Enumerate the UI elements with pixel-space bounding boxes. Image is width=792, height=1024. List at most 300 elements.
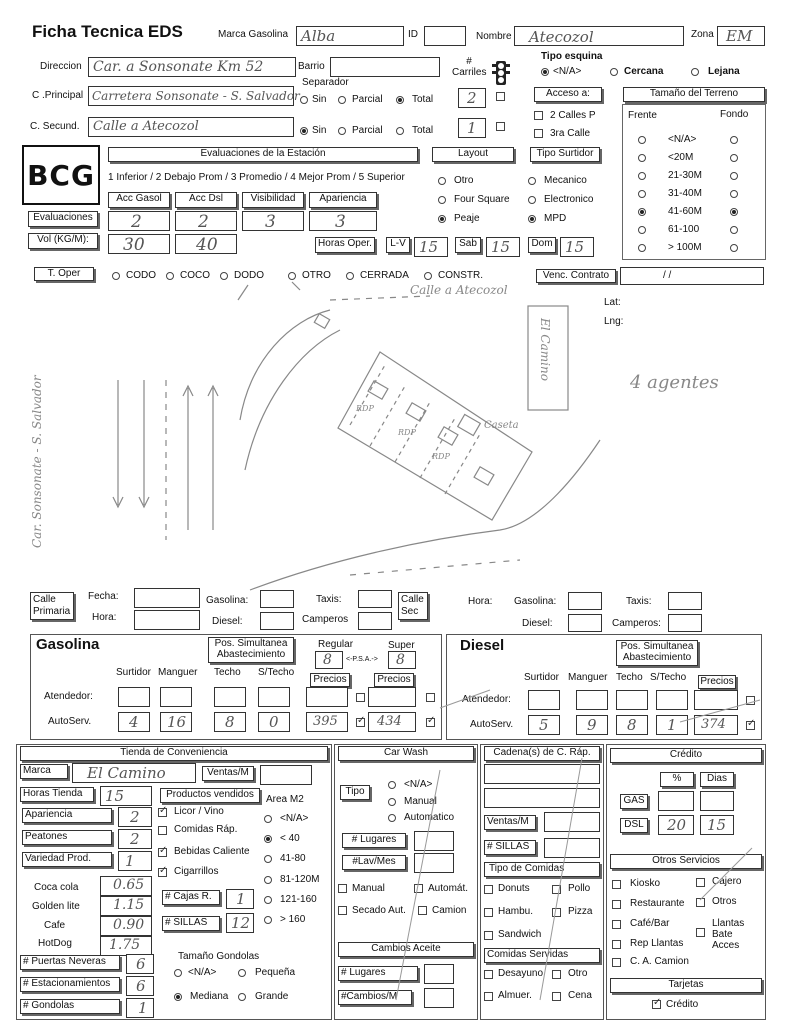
cigarrillos-label: Cigarrillos bbox=[174, 866, 219, 877]
page-title: Ficha Tecnica EDS bbox=[32, 22, 183, 41]
bebidas-label: Bebidas Caliente bbox=[174, 846, 250, 857]
lat-label: Lat: bbox=[604, 297, 621, 308]
carwash-lav-field[interactable] bbox=[414, 853, 454, 873]
barrio-label: Barrio bbox=[298, 61, 325, 72]
tienda-variedad-value: 1 bbox=[125, 852, 135, 870]
tienda-horas-label: Horas Tienda bbox=[20, 787, 94, 802]
dsl-auto-surtidor-value: 5 bbox=[539, 716, 549, 734]
neveras-label: # Puertas Neveras bbox=[20, 955, 120, 970]
tienda-sillas-value: 12 bbox=[231, 914, 251, 932]
zona-field[interactable] bbox=[717, 26, 765, 46]
credito-dsl-dias-value: 15 bbox=[707, 816, 727, 834]
credito-gas-dias-field[interactable] bbox=[700, 791, 734, 811]
hambu-check[interactable] bbox=[484, 908, 493, 917]
toper-option-label: CODO bbox=[126, 270, 156, 281]
cafe-value: 0.90 bbox=[113, 917, 145, 933]
super-psa-value: 8 bbox=[396, 652, 405, 668]
venc-contrato-header: Venc. Contrato bbox=[536, 269, 616, 283]
carwash-manual-radio[interactable] bbox=[388, 798, 396, 806]
principal-parcial-radio[interactable] bbox=[338, 96, 346, 104]
principal-total-radio[interactable] bbox=[396, 96, 404, 104]
tipo-comidas-header: Tipo de Comidas bbox=[484, 862, 600, 877]
dsl-auto-manguer[interactable] bbox=[576, 715, 608, 735]
carwash-na-radio[interactable] bbox=[388, 781, 396, 789]
tienda-horas-value: 15 bbox=[105, 787, 125, 805]
principal-check[interactable] bbox=[496, 92, 505, 101]
acceso-2calles-label: 2 Calles P bbox=[550, 110, 596, 121]
bebidas-check[interactable] bbox=[158, 848, 167, 857]
area-radio[interactable] bbox=[264, 855, 272, 863]
credito-check[interactable] bbox=[652, 1000, 661, 1009]
tienda-apariencia-label: Apariencia bbox=[22, 808, 112, 823]
terreno-option-label: 21-30M bbox=[668, 170, 702, 181]
marca-value: Alba bbox=[301, 27, 336, 45]
tienda-variedad-label: Variedad Prod. bbox=[22, 852, 112, 867]
secund-check[interactable] bbox=[496, 122, 505, 131]
toper-radio[interactable] bbox=[424, 272, 432, 280]
calle-primaria-header: Calle Primaria bbox=[30, 592, 74, 620]
dsl-auto-check[interactable] bbox=[746, 721, 755, 730]
sketch-agentes-label: 4 agentes bbox=[630, 372, 719, 393]
regular-psa-value: 8 bbox=[323, 652, 332, 668]
horas-lv-value: 15 bbox=[419, 238, 439, 256]
carriles-principal-field[interactable] bbox=[458, 88, 486, 108]
cafe-bar-label: Café/Bar bbox=[630, 918, 670, 929]
credito-dsl-pct-value: 20 bbox=[667, 816, 687, 834]
terreno-option-label: <20M bbox=[668, 152, 694, 163]
gas-manguer-header: Manguer bbox=[158, 667, 198, 678]
cambios-mes-field[interactable] bbox=[424, 988, 454, 1008]
hotdog-field[interactable] bbox=[100, 936, 152, 956]
tamano-mediana-radio[interactable] bbox=[174, 993, 182, 1001]
cigarrillos-check[interactable] bbox=[158, 868, 167, 877]
almuer-check[interactable] bbox=[484, 992, 493, 1001]
tienda-sillas-field[interactable] bbox=[226, 913, 254, 933]
surtidor-header: Tipo Surtidor bbox=[530, 147, 600, 162]
toper-radio[interactable] bbox=[288, 272, 296, 280]
dsl-techo-header: Techo bbox=[616, 672, 643, 683]
esquina-lejana-radio[interactable] bbox=[691, 68, 699, 76]
horas-sab-value: 15 bbox=[491, 238, 511, 256]
cw-secado-label: Secado Aut. bbox=[352, 905, 406, 916]
cw-secado-check[interactable] bbox=[338, 906, 347, 915]
tamano-mediana-label: Mediana bbox=[190, 991, 229, 1002]
traffic-light-icon bbox=[492, 60, 510, 86]
gasolina2-field[interactable] bbox=[568, 592, 602, 610]
terreno-fondo-radio[interactable] bbox=[730, 226, 738, 234]
surtidor-mecanico-label: Mecanico bbox=[544, 175, 587, 186]
area-radio[interactable] bbox=[264, 896, 272, 904]
pollo-label: Pollo bbox=[568, 883, 591, 894]
coca-value: 0.65 bbox=[113, 877, 145, 893]
vol-gas-value: 30 bbox=[123, 235, 145, 255]
tamano-pequena-label: Pequeña bbox=[255, 967, 296, 978]
gas-auto-precio-regular-value: 395 bbox=[313, 714, 338, 729]
tamano-na-radio[interactable] bbox=[174, 969, 182, 977]
sketch-rdp3-label: RDP bbox=[432, 452, 450, 461]
esquina-cercana-radio[interactable] bbox=[610, 68, 618, 76]
tienda-apariencia-field[interactable] bbox=[118, 807, 152, 827]
fecha-field[interactable] bbox=[134, 588, 200, 608]
carwash-lugares-field[interactable] bbox=[414, 831, 454, 851]
gasolina-title: Gasolina bbox=[36, 636, 100, 653]
secund-field[interactable] bbox=[88, 117, 294, 137]
toper-radio[interactable] bbox=[220, 272, 228, 280]
taxis-label: Taxis: bbox=[316, 594, 342, 605]
area-radio[interactable] bbox=[264, 916, 272, 924]
esquina-lejana-label: Lejana bbox=[708, 66, 740, 77]
terreno-frente-radio[interactable] bbox=[638, 226, 646, 234]
terreno-option-label: 41-60M bbox=[668, 206, 702, 217]
sketch-rdp2-label: RDP bbox=[398, 428, 416, 437]
gas-auto-techo[interactable] bbox=[214, 712, 246, 732]
terreno-fondo-radio[interactable] bbox=[730, 172, 738, 180]
gas-att-surtidor[interactable] bbox=[118, 687, 150, 707]
cw-camion-label: Camion bbox=[432, 905, 467, 916]
estacionamientos-field[interactable] bbox=[126, 976, 154, 996]
layout-otro-label: Otro bbox=[454, 175, 474, 186]
neveras-field[interactable] bbox=[126, 954, 154, 974]
esquina-cercana-label: Cercana bbox=[624, 66, 664, 77]
visibilidad-value: 3 bbox=[265, 212, 276, 232]
terreno-fondo-radio[interactable] bbox=[730, 244, 738, 252]
gas-att-stecho[interactable] bbox=[258, 687, 290, 707]
horas-sab-label: Sab bbox=[455, 237, 481, 253]
visibilidad-field[interactable] bbox=[242, 211, 304, 231]
evaluaciones-header: Evaluaciones de la Estación bbox=[108, 147, 418, 162]
terreno-frente-radio[interactable] bbox=[638, 172, 646, 180]
cadena-name-field-1[interactable] bbox=[484, 764, 600, 784]
terreno-fondo-radio[interactable] bbox=[730, 136, 738, 144]
toper-option-label: COCO bbox=[180, 270, 210, 281]
regular-label: Regular bbox=[318, 639, 354, 650]
surtidor-electronico-label: Electronico bbox=[544, 194, 594, 205]
tienda-marca-field[interactable] bbox=[72, 763, 196, 783]
pollo-check[interactable] bbox=[552, 885, 561, 894]
dsl-surtidor-header: Surtidor bbox=[524, 672, 560, 683]
principal-total-label: Total bbox=[412, 94, 434, 105]
nombre-field[interactable] bbox=[514, 26, 684, 46]
marca-label: Marca Gasolina bbox=[218, 29, 289, 40]
dsl-att-manguer[interactable] bbox=[576, 690, 608, 710]
kiosko-check[interactable] bbox=[612, 880, 621, 889]
kiosko-label: Kiosko bbox=[630, 878, 661, 889]
tamano-pequena-radio[interactable] bbox=[238, 969, 246, 977]
gas-precios-regular-header: Precios bbox=[310, 673, 350, 687]
sandwich-label: Sandwich bbox=[498, 929, 542, 940]
gas-att-regular-check[interactable] bbox=[356, 693, 365, 702]
ca-camion-label: C. A. Camion bbox=[630, 956, 689, 967]
restaurante-label: Restaurante bbox=[630, 898, 685, 909]
gas-auto-stecho[interactable] bbox=[258, 712, 290, 732]
tarjetas-header: Tarjetas bbox=[610, 978, 762, 993]
cafe-field[interactable] bbox=[100, 916, 152, 936]
sketch-rdp1-label: RDP bbox=[356, 404, 374, 413]
toper-radio[interactable] bbox=[166, 272, 174, 280]
dsl-auto-techo[interactable] bbox=[616, 715, 648, 735]
cadena-sillas-field[interactable] bbox=[544, 838, 600, 858]
surtidor-electronico-radio[interactable] bbox=[528, 196, 536, 204]
esquina-na-radio[interactable] bbox=[541, 68, 549, 76]
cajero-check[interactable] bbox=[696, 878, 705, 887]
dsl-auto-manguer-value: 9 bbox=[587, 716, 597, 734]
horas-dom-label: Dom bbox=[528, 237, 556, 253]
golden-value: 1.15 bbox=[113, 897, 145, 913]
area-radio[interactable] bbox=[264, 876, 272, 884]
gas-att-precio-super[interactable] bbox=[368, 687, 416, 707]
horas-sab-field[interactable] bbox=[486, 237, 520, 257]
camperos-field[interactable] bbox=[358, 612, 392, 630]
area-option-label: 121-160 bbox=[280, 894, 317, 905]
toper-option-label: CONSTR. bbox=[438, 270, 483, 281]
dsl-auto-precio-value: 374 bbox=[701, 717, 726, 732]
cadena-header: Cadena(s) de C. Ráp. bbox=[484, 746, 600, 761]
otros-check[interactable] bbox=[696, 898, 705, 907]
taxis-field[interactable] bbox=[358, 590, 392, 608]
cena-check[interactable] bbox=[552, 992, 561, 1001]
dsl-auto-stecho[interactable] bbox=[656, 715, 688, 735]
carriles-principal-value: 2 bbox=[467, 89, 477, 107]
gas-auto-regular-check[interactable] bbox=[356, 718, 365, 727]
dsl-stecho-header: S/Techo bbox=[650, 672, 687, 683]
regular-psa-field[interactable] bbox=[315, 651, 343, 669]
tienda-marca-label: Marca bbox=[20, 764, 68, 779]
cena-label: Cena bbox=[568, 990, 592, 1001]
hora-field[interactable] bbox=[134, 610, 200, 630]
gasolina-count-label: Gasolina: bbox=[206, 595, 249, 606]
gondolas-value: 1 bbox=[138, 999, 148, 1017]
apariencia-header: Apariencia bbox=[309, 192, 377, 208]
venc-contrato-value: / / bbox=[663, 270, 672, 281]
dsl-att-check[interactable] bbox=[746, 696, 755, 705]
restaurante-check[interactable] bbox=[612, 900, 621, 909]
toper-header: T. Oper bbox=[34, 267, 94, 281]
terreno-fondo-radio[interactable] bbox=[730, 208, 738, 216]
dsl-auto-techo-value: 8 bbox=[627, 716, 637, 734]
tamano-grande-radio[interactable] bbox=[238, 993, 246, 1001]
super-psa-field[interactable] bbox=[388, 651, 416, 669]
rep-llantas-check[interactable] bbox=[612, 940, 621, 949]
gondolas-label: # Gondolas bbox=[20, 999, 120, 1014]
evaluaciones-label: Evaluaciones bbox=[28, 211, 98, 227]
secund-sin-radio[interactable] bbox=[300, 127, 308, 135]
acc-dsl-field[interactable] bbox=[175, 211, 237, 231]
credito-gas-pct-field[interactable] bbox=[658, 791, 694, 811]
area-radio[interactable] bbox=[264, 815, 272, 823]
area-option-label: <N/A> bbox=[280, 813, 309, 824]
tipo-esquina-label: Tipo esquina bbox=[541, 51, 603, 62]
gas-auto-techo-value: 8 bbox=[225, 713, 235, 731]
horas-dom-field[interactable] bbox=[560, 237, 594, 257]
hora-label: Hora: bbox=[92, 612, 117, 623]
pizza-label: Pizza bbox=[568, 906, 593, 917]
cadena-otro-check[interactable] bbox=[552, 970, 561, 979]
cajas-field[interactable] bbox=[226, 889, 254, 909]
coca-field[interactable] bbox=[100, 876, 152, 896]
acceso-3ra-check[interactable] bbox=[534, 129, 543, 138]
direccion-label: Direccion bbox=[40, 61, 82, 72]
vol-dsl-field[interactable] bbox=[175, 234, 237, 254]
gas-auto-super-check[interactable] bbox=[426, 718, 435, 727]
vol-gas-field[interactable] bbox=[108, 234, 170, 254]
tienda-horas-field[interactable] bbox=[100, 786, 152, 806]
horas-lv-label: L-V bbox=[386, 237, 410, 253]
gas-auto-precio-regular[interactable] bbox=[306, 712, 348, 732]
tienda-apariencia-value: 2 bbox=[130, 808, 140, 826]
terreno-fondo-radio[interactable] bbox=[730, 190, 738, 198]
calle-sec-header: Calle Sec bbox=[398, 592, 428, 620]
dsl-att-precio[interactable] bbox=[694, 690, 738, 710]
layout-four-square-radio[interactable] bbox=[438, 196, 446, 204]
terreno-panel bbox=[622, 104, 766, 260]
diesel-count-label: Diesel: bbox=[212, 616, 243, 627]
terreno-frente-radio[interactable] bbox=[638, 190, 646, 198]
gas-att-super-check[interactable] bbox=[426, 693, 435, 702]
toper-option-label: OTRO bbox=[302, 270, 331, 281]
desayuno-check[interactable] bbox=[484, 970, 493, 979]
cw-automat-label: Automát. bbox=[428, 883, 469, 894]
diesel2-field[interactable] bbox=[568, 614, 602, 632]
hora2-label: Hora: bbox=[468, 596, 493, 607]
ca-camion-check[interactable] bbox=[612, 958, 621, 967]
terreno-frente-radio[interactable] bbox=[638, 136, 646, 144]
acceso-2calles-check[interactable] bbox=[534, 111, 543, 120]
carwash-automatico-radio[interactable] bbox=[388, 814, 396, 822]
secund-total-radio[interactable] bbox=[396, 127, 404, 135]
dsl-att-stecho[interactable] bbox=[656, 690, 688, 710]
credito-dsl-pct-field[interactable] bbox=[658, 815, 694, 835]
sandwich-check[interactable] bbox=[484, 931, 493, 940]
golden-field[interactable] bbox=[100, 896, 152, 916]
almuer-label: Almuer. bbox=[498, 990, 532, 1001]
toper-radio[interactable] bbox=[346, 272, 354, 280]
psa-label: <-P.S.A.-> bbox=[346, 656, 378, 663]
cw-camion-check[interactable] bbox=[418, 906, 427, 915]
gas-auto-manguer[interactable] bbox=[160, 712, 192, 732]
acc-gasol-field[interactable] bbox=[108, 211, 170, 231]
lng-label: Lng: bbox=[604, 316, 624, 327]
tamano-na-label: <N/A> bbox=[188, 967, 217, 978]
area-option-label: 81-120M bbox=[280, 874, 320, 885]
surtidor-mecanico-radio[interactable] bbox=[528, 177, 536, 185]
gas-auto-surtidor[interactable] bbox=[118, 712, 150, 732]
terreno-frente-radio[interactable] bbox=[638, 154, 646, 162]
dsl-att-surtidor[interactable] bbox=[528, 690, 560, 710]
gondolas-field[interactable] bbox=[126, 998, 154, 1018]
tienda-peatones-label: Peatones bbox=[22, 830, 112, 845]
gas-atendedor-label: Atendedor: bbox=[44, 691, 93, 702]
gas-auto-precio-super[interactable] bbox=[368, 712, 416, 732]
otros-label: Otros bbox=[712, 896, 737, 907]
tienda-header: Tienda de Conveniencia bbox=[20, 746, 328, 761]
gas-att-manguer[interactable] bbox=[160, 687, 192, 707]
layout-otro-radio[interactable] bbox=[438, 177, 446, 185]
camperos2-field[interactable] bbox=[668, 614, 702, 632]
secund-parcial-label: Parcial bbox=[352, 125, 383, 136]
gas-techo-header: Techo bbox=[214, 667, 241, 678]
credito-pct-header: % bbox=[660, 772, 694, 787]
acceso-3ra-label: 3ra Calle bbox=[550, 128, 591, 139]
carwash-lugares-label: # Lugares bbox=[342, 833, 406, 848]
terreno-fondo-radio[interactable] bbox=[730, 154, 738, 162]
cadena-sillas-label: # SILLAS bbox=[484, 840, 536, 855]
toper-radio[interactable] bbox=[112, 272, 120, 280]
cadena-otro-label: Otro bbox=[568, 968, 588, 979]
horas-lv-field[interactable] bbox=[414, 237, 448, 257]
taxis2-field[interactable] bbox=[668, 592, 702, 610]
estacionamientos-label: # Estacionamientos bbox=[20, 977, 120, 992]
bcg-logo: BCG bbox=[22, 145, 100, 205]
tienda-variedad-field[interactable] bbox=[118, 851, 152, 871]
visibilidad-header: Visibilidad bbox=[242, 192, 304, 208]
cadena-ventas-field[interactable] bbox=[544, 812, 600, 832]
surtidor-mpd-radio[interactable] bbox=[528, 215, 536, 223]
cafe-bar-check[interactable] bbox=[612, 920, 621, 929]
cadena-ventas-label: Ventas/M bbox=[484, 815, 536, 830]
licor-check[interactable] bbox=[158, 808, 167, 817]
cw-manual-check[interactable] bbox=[338, 884, 347, 893]
gas-att-techo[interactable] bbox=[214, 687, 246, 707]
horas-dom-value: 15 bbox=[565, 238, 585, 256]
carwash-automatico-label: Automatico bbox=[404, 812, 455, 823]
venc-contrato-field[interactable] bbox=[620, 267, 764, 285]
tienda-peatones-field[interactable] bbox=[118, 829, 152, 849]
rep-llantas-label: Rep Llantas bbox=[630, 938, 684, 949]
gas-att-precio-regular[interactable] bbox=[306, 687, 348, 707]
terreno-frente-radio[interactable] bbox=[638, 208, 646, 216]
area-radio[interactable] bbox=[264, 835, 272, 843]
direccion-field[interactable] bbox=[88, 57, 296, 77]
tienda-ventas-field[interactable] bbox=[260, 765, 312, 785]
dsl-auto-surtidor[interactable] bbox=[528, 715, 560, 735]
cadena-name-field-2[interactable] bbox=[484, 788, 600, 808]
secund-parcial-radio[interactable] bbox=[338, 127, 346, 135]
principal-field[interactable] bbox=[88, 86, 300, 106]
llantas-bate-label: Llantas Bate Acces bbox=[712, 918, 745, 951]
sketch-camino-label: El Camino bbox=[538, 318, 552, 381]
carriles-secund-field[interactable] bbox=[458, 118, 486, 138]
cambios-lugares-field[interactable] bbox=[424, 964, 454, 984]
layout-header: Layout bbox=[432, 147, 514, 162]
donuts-check[interactable] bbox=[484, 885, 493, 894]
cw-automat-check[interactable] bbox=[414, 884, 423, 893]
credito-header: Crédito bbox=[610, 748, 762, 763]
vol-dsl-value: 40 bbox=[196, 235, 218, 255]
principal-sin-radio[interactable] bbox=[300, 96, 308, 104]
terreno-frente-radio[interactable] bbox=[638, 244, 646, 252]
marca-field[interactable] bbox=[296, 26, 404, 46]
apariencia-field[interactable] bbox=[309, 211, 377, 231]
principal-label: C .Principal bbox=[32, 90, 84, 101]
apariencia-value: 3 bbox=[335, 212, 346, 232]
barrio-field[interactable] bbox=[330, 57, 440, 77]
diesel-count-field[interactable] bbox=[260, 612, 294, 630]
dsl-auto-precio[interactable] bbox=[694, 715, 738, 735]
layout-peaje-radio[interactable] bbox=[438, 215, 446, 223]
toper-option-label: CERRADA bbox=[360, 270, 409, 281]
credito-dsl-dias-field[interactable] bbox=[700, 815, 734, 835]
id-field[interactable] bbox=[424, 26, 466, 46]
comidas-check[interactable] bbox=[158, 826, 167, 835]
dsl-att-techo[interactable] bbox=[616, 690, 648, 710]
secund-value: Calle a Atecozol bbox=[93, 119, 199, 134]
evaluaciones-scale: 1 Inferior / 2 Debajo Prom / 3 Promedio / 4 Mejor Prom / 5 Superior bbox=[108, 172, 405, 183]
pizza-check[interactable] bbox=[552, 908, 561, 917]
llantas-bate-check[interactable] bbox=[696, 928, 705, 937]
gasolina-count-field[interactable] bbox=[260, 590, 294, 608]
toper-option-label: DODO bbox=[234, 270, 264, 281]
gas-surtidor-header: Surtidor bbox=[116, 667, 152, 678]
